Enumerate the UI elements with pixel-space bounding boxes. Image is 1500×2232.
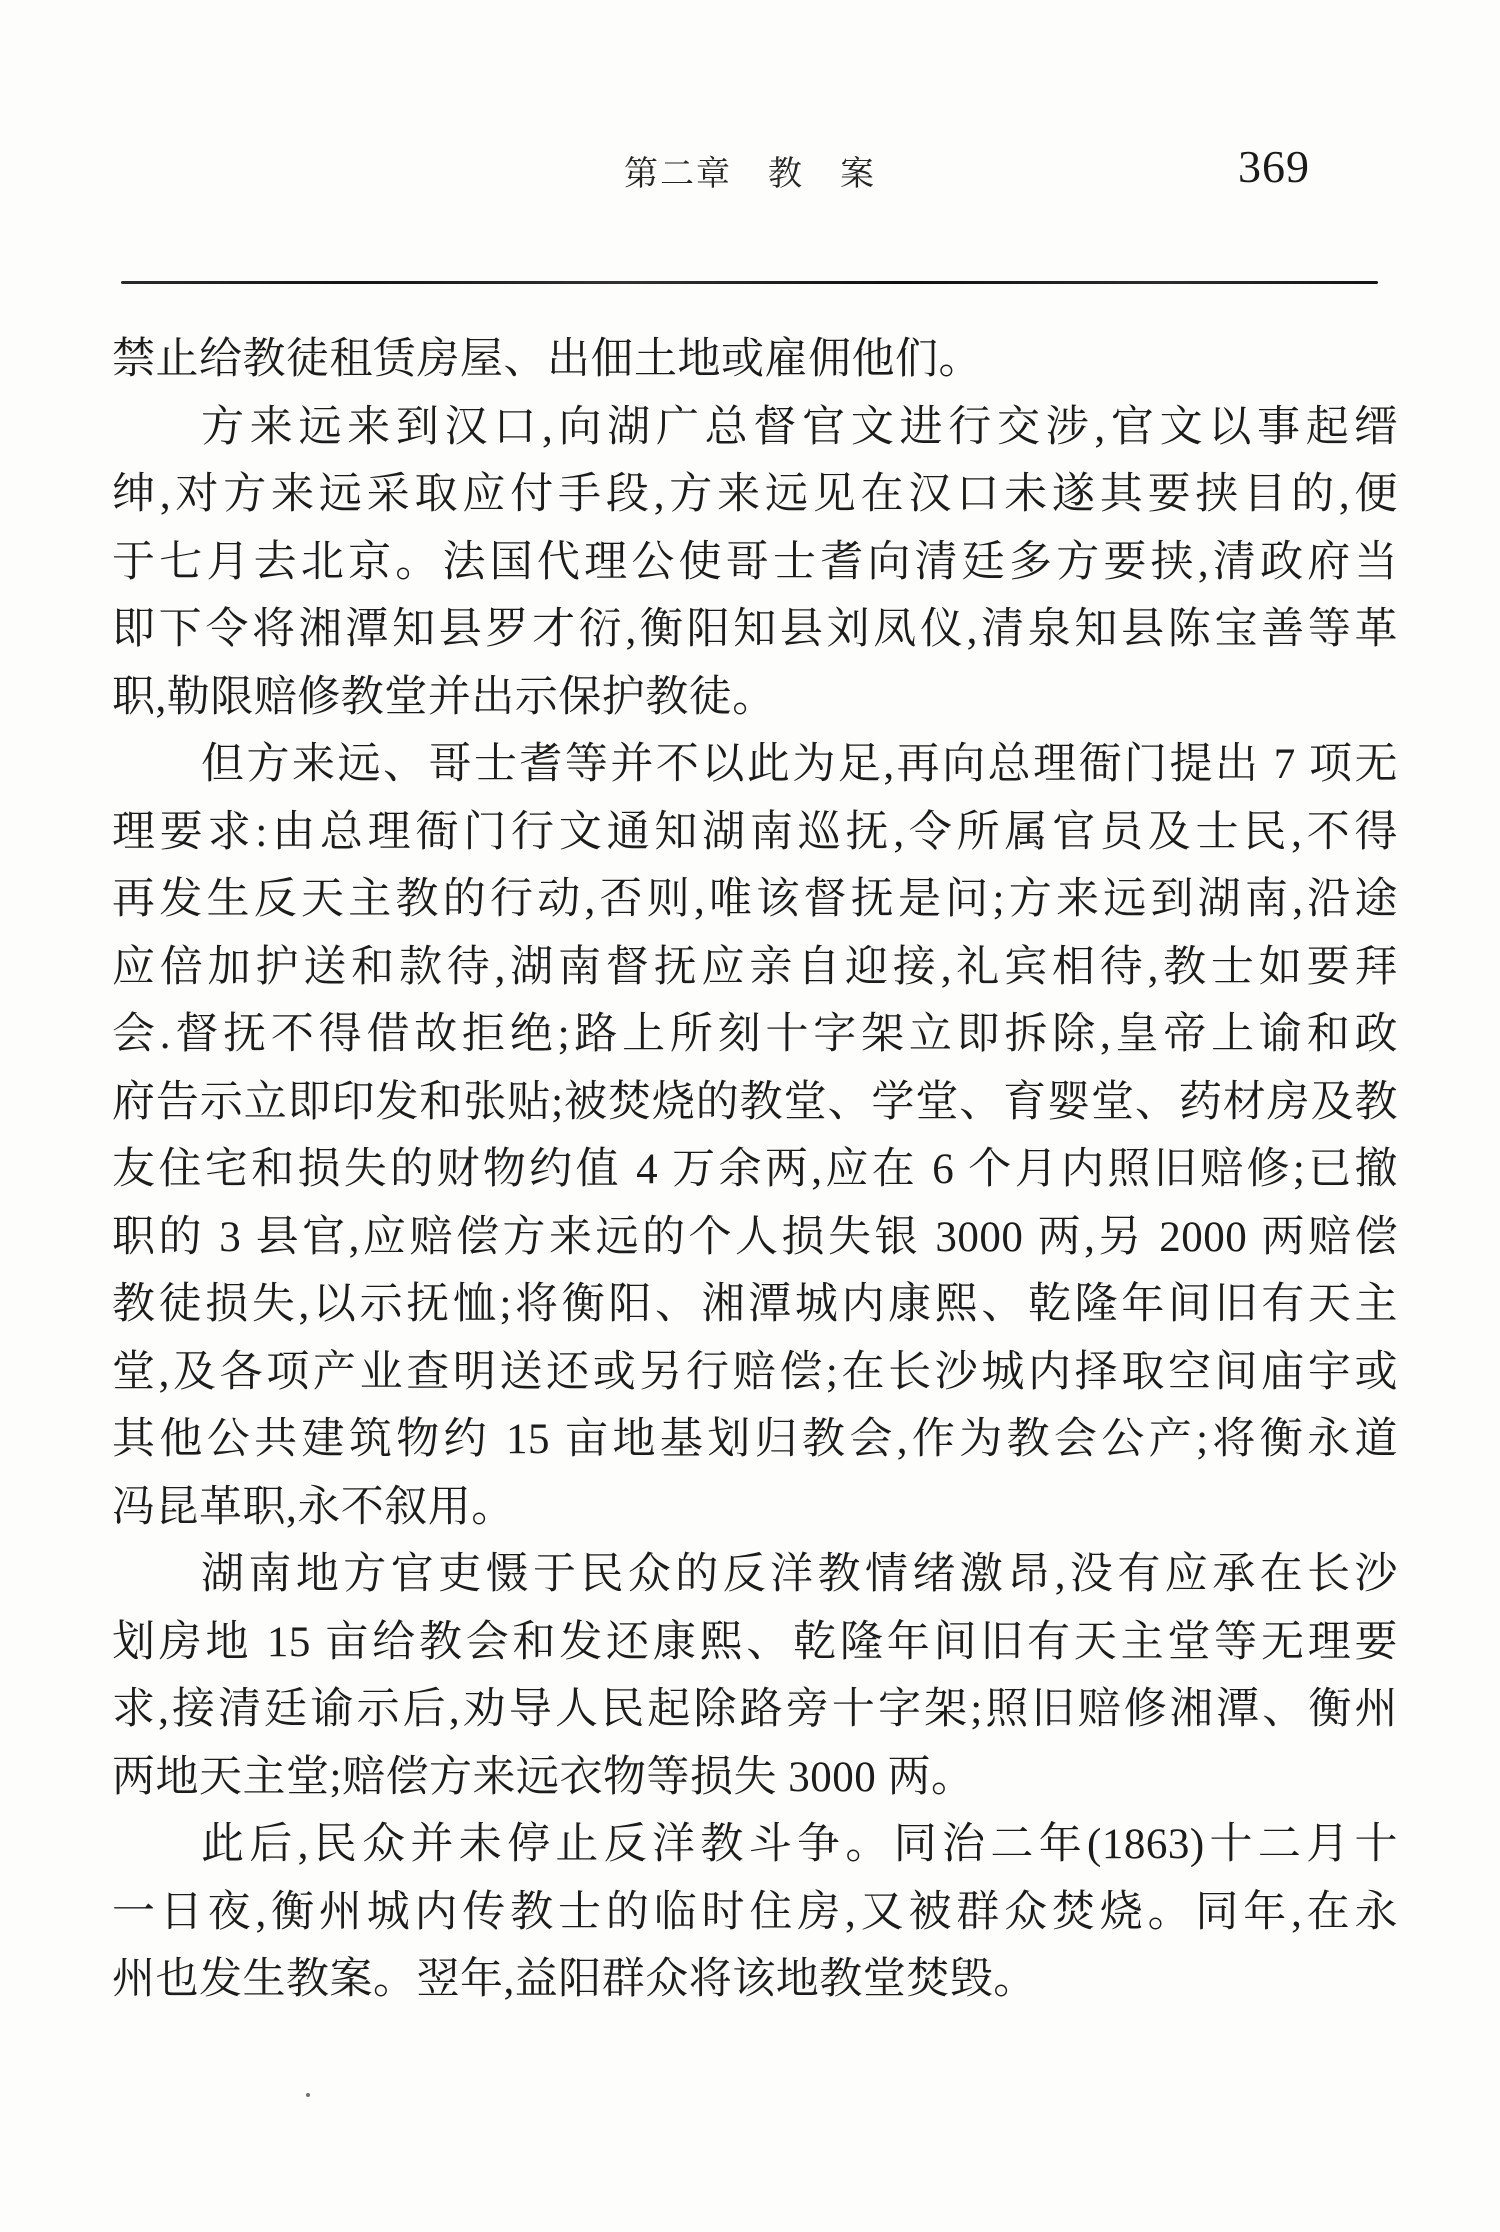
- text-line: 一日夜,衡州城内传教士的临时住房,又被群众焚烧。同年,在永: [112, 1888, 1398, 1936]
- text-line: 州也发生教案。翌年,益阳群众将该地教堂焚毁。: [112, 1956, 1037, 2003]
- text-line: 湖南地方官吏慑于民众的反洋教情绪激昂,没有应承在长沙: [201, 1551, 1398, 1598]
- text-line: 求,接清廷谕示后,劝导人民起除路旁十字架;照旧赔修湘潭、衡州: [112, 1686, 1398, 1733]
- text-line: 再发生反天主教的行动,否则,唯该督抚是问;方来远到湖南,沿途: [112, 876, 1398, 923]
- text-line: 府告示立即印发和张贴;被焚烧的教堂、学堂、育婴堂、药材房及教: [112, 1078, 1398, 1126]
- running-head-chapter-title: 第二章 教 案: [624, 156, 876, 193]
- text-line: 友住宅和损失的财物约值 4 万余两,应在 6 个月内照旧赔修;已撤: [112, 1146, 1398, 1193]
- text-line: 禁止给教徒租赁房屋、出佃土地或雇佣他们。: [112, 336, 982, 383]
- scan-speck: [306, 2093, 310, 2097]
- text-line: 其他公共建筑物约 15 亩地基划归教会,作为教会公产;将衡永道: [112, 1416, 1398, 1463]
- text-line: 此后,民众并未停止反洋教斗争。同治二年(1863)十二月十: [201, 1821, 1398, 1868]
- text-line: 绅,对方来远采取应付手段,方来远见在汉口未遂其要挟目的,便: [112, 471, 1398, 518]
- text-line: 职,勒限赔修教堂并出示保护教徒。: [112, 673, 776, 721]
- text-line: 两地天主堂;赔偿方来远衣物等损失 3000 两。: [112, 1753, 975, 1801]
- text-line: 会.督抚不得借故拒绝;路上所刻十字架立即拆除,皇帝上谕和政: [112, 1011, 1398, 1058]
- text-line: 即下令将湘潭知县罗才衍,衡阳知县刘凤仪,清泉知县陈宝善等革: [112, 606, 1398, 653]
- text-line: 理要求:由总理衙门行文通知湖南巡抚,令所属官员及士民,不得: [112, 808, 1398, 856]
- text-line: 划房地 15 亩给教会和发还康熙、乾隆年间旧有天主堂等无理要: [112, 1618, 1398, 1666]
- text-line: 堂,及各项产业查明送还或另行赔偿;在长沙城内择取空间庙宇或: [112, 1348, 1398, 1396]
- text-line: 应倍加护送和款待,湖南督抚应亲自迎接,礼宾相待,教士如要拜: [112, 943, 1398, 991]
- header-rule: [121, 281, 1378, 284]
- text-line: 方来远来到汉口,向湖广总督官文进行交涉,官文以事起缙: [201, 403, 1398, 451]
- text-line: 但方来远、哥士耆等并不以此为足,再向总理衙门提出 7 项无: [201, 741, 1398, 788]
- text-line: 职的 3 县官,应赔偿方来远的个人损失银 3000 两,另 2000 两赔偿: [112, 1213, 1398, 1261]
- body-text-block: [112, 326, 1398, 2014]
- page-number: 369: [1238, 141, 1310, 192]
- text-line: 教徒损失,以示抚恤;将衡阳、湘潭城内康熙、乾隆年间旧有天主: [112, 1281, 1398, 1328]
- text-line: 冯昆革职,永不叙用。: [112, 1483, 515, 1531]
- text-line: 于七月去北京。法国代理公使哥士耆向清廷多方要挟,清政府当: [112, 538, 1398, 586]
